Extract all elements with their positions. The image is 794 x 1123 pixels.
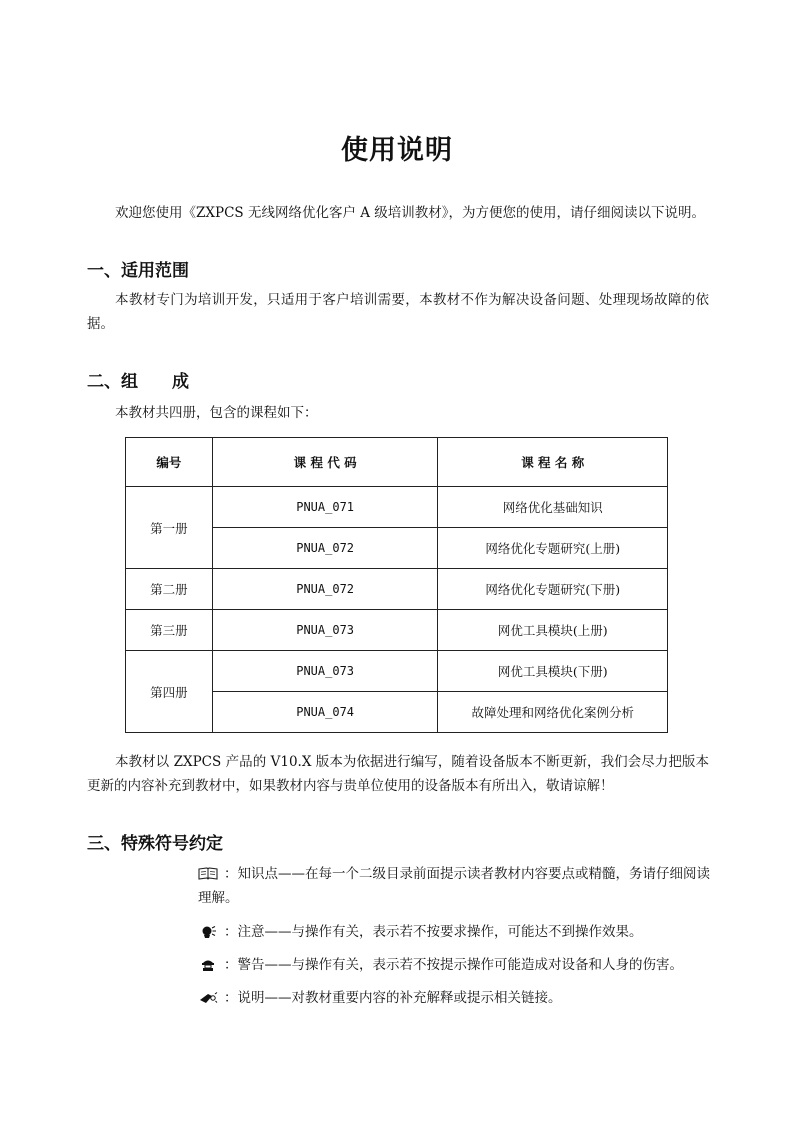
book-icon [198, 865, 220, 881]
page-title: 使用说明 [341, 135, 453, 166]
version-note-paragraph: 本教材以 ZXPCS 产品的 V10.X 版本为依据进行编写，随着设备版本不断更新，我们会尽力把版本更新的内容补充到教材中，如果教材内容与贵单位使用的设备版本有所出入，敬请谅解！ [87, 754, 709, 794]
course-code-cell: PNUA_073 [212, 610, 438, 651]
composition-intro: 本教材共四册，包含的课程如下： [115, 405, 318, 421]
course-code-cell: PNUA_072 [212, 569, 438, 610]
table-header-row [126, 438, 668, 487]
symbol-text-note: ：说明——对教材重要内容的补充解释或提示相关链接。 [224, 990, 562, 1006]
volume-cell: 第四册 [126, 651, 213, 733]
course-table [125, 437, 668, 733]
section-heading-composition: 二、组 成 [87, 372, 189, 392]
scope-paragraph: 本教材专门为培训开发，只适用于客户培训需要，本教材不作为解决设备问题、处理现场故障的依据。 [87, 292, 709, 332]
course-name-cell: 网优工具模块(上册) [438, 610, 668, 651]
symbol-text-knowledge: ：知识点——在每一个二级目录前面提示读者教材内容要点或精髓，务请仔细阅读理解。 [198, 866, 710, 906]
course-code-cell: PNUA_071 [212, 487, 438, 528]
table-row [126, 651, 668, 692]
course-name-cell: 网络优化专题研究(上册) [438, 528, 668, 569]
warning-icon [198, 956, 220, 972]
volume-cell: 第二册 [126, 569, 213, 610]
course-code-cell: PNUA_072 [212, 528, 438, 569]
symbol-line-warning [198, 953, 710, 977]
course-name-cell: 网络优化专题研究(下册) [438, 569, 668, 610]
symbol-text-warning: ：警告——与操作有关，表示若不按提示操作可能造成对设备和人身的伤害。 [224, 957, 683, 973]
course-name-cell: 故障处理和网络优化案例分析 [438, 692, 668, 733]
column-header-code: 课 程 代 码 [212, 438, 438, 487]
symbol-line-attention [198, 920, 710, 944]
intro-paragraph: 欢迎您使用《ZXPCS 无线网络优化客户 A 级培训教材》，为方便您的使用，请仔细阅读以下说明。 [115, 205, 706, 221]
volume-cell: 第三册 [126, 610, 213, 651]
attention-icon [198, 923, 220, 939]
table-row [126, 487, 668, 528]
course-code-cell: PNUA_073 [212, 651, 438, 692]
section-heading-symbols: 三、特殊符号约定 [87, 834, 223, 854]
course-name-cell: 网优工具模块(下册) [438, 651, 668, 692]
course-code-cell: PNUA_074 [212, 692, 438, 733]
symbol-text-attention: ：注意——与操作有关，表示若不按要求操作，可能达不到操作效果。 [224, 924, 643, 940]
symbol-line-note [198, 986, 710, 1010]
course-name-cell: 网络优化基础知识 [438, 487, 668, 528]
table-row [126, 610, 668, 651]
section-heading-scope: 一、适用范围 [87, 261, 189, 281]
table-row [126, 569, 668, 610]
column-header-number: 编号 [126, 438, 213, 487]
volume-cell: 第一册 [126, 487, 213, 569]
column-header-name: 课 程 名 称 [438, 438, 668, 487]
note-icon [198, 989, 220, 1005]
symbol-line-knowledge [198, 862, 710, 910]
